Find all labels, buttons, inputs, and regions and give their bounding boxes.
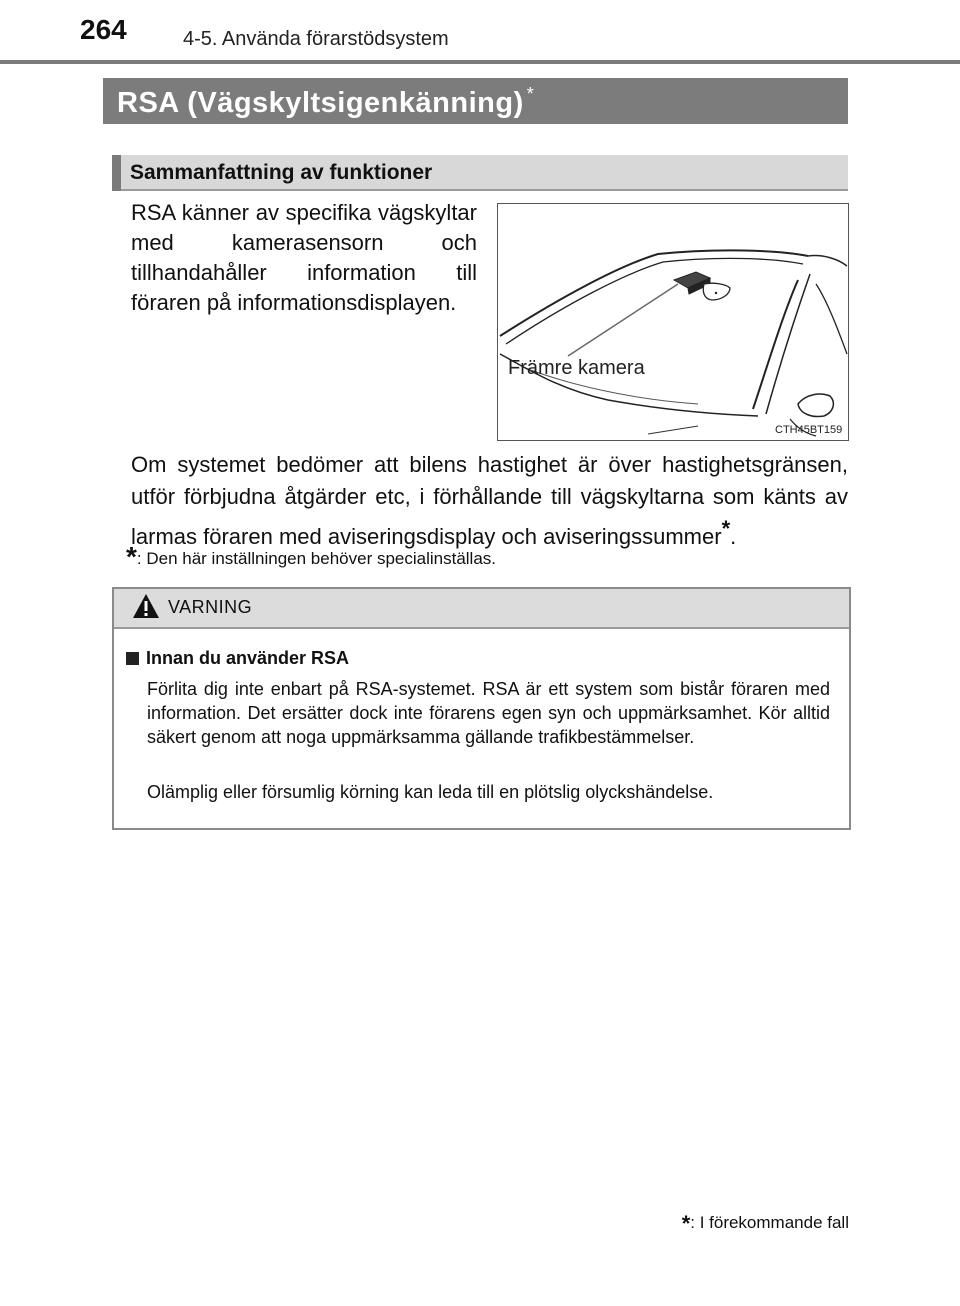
warning-title: VARNING [168,597,253,617]
warning-triangle-icon [131,592,161,620]
body-paragraph-end: . [730,524,737,549]
setting-footnote-marker: * [126,541,137,572]
chapter-title: 4-5. Använda förarstödsystem [183,28,449,50]
warning-subheading: Innan du använder RSA [146,648,350,668]
body-paragraph-text: Om systemet bedömer att bilens hastighet är över hastighetsgränsen, utför förbjudna åtgärder etc, i förhållande till vägskyltarna som känts av larmas föraren med aviseringsdisplay och aviseringssummer [131,452,848,549]
setting-footnote [126,541,496,573]
figure-label: Främre kamera [508,357,645,379]
section-heading-accent [112,155,121,191]
availability-footnote-text: : I förekommande fall [690,1213,849,1232]
setting-footnote-text: : Den här inställningen behöver specialinställas. [136,549,497,568]
page-title [117,84,534,120]
page-title-text: RSA (Vägskyltsigenkänning) [117,87,524,119]
title-marker: * [526,84,535,104]
bullet-square-icon [126,652,139,665]
intro-paragraph: RSA känner av specifika vägskyltar med kamerasensorn och tillhandahåller information till föraren på informationsdisplayen. [131,200,477,315]
windshield-camera-illustration [497,203,849,441]
header-divider [0,60,960,64]
warning-paragraph-2: Olämplig eller försumlig körning kan leda till en plötslig olyckshändelse. [147,782,714,802]
body-footnote-marker: * [721,516,731,541]
section-heading: Sammanfattning av funktioner [130,161,433,184]
availability-footnote-marker: * [681,1211,691,1236]
availability-footnote [682,1211,849,1237]
figure-code: CTH45BT159 [775,424,843,436]
windshield-drawing [498,204,848,440]
warning-paragraph-1: Förlita dig inte enbart på RSA-systemet. RSA är ett system som bistår föraren med information. Det ersätter dock inte förarens egen syn och uppmärksamhet. Kör alltid säkert genom att noga uppmärksamma gällande trafikbestämmelser. [147,679,830,747]
body-paragraph [131,449,848,553]
page-number: 264 [80,14,127,45]
